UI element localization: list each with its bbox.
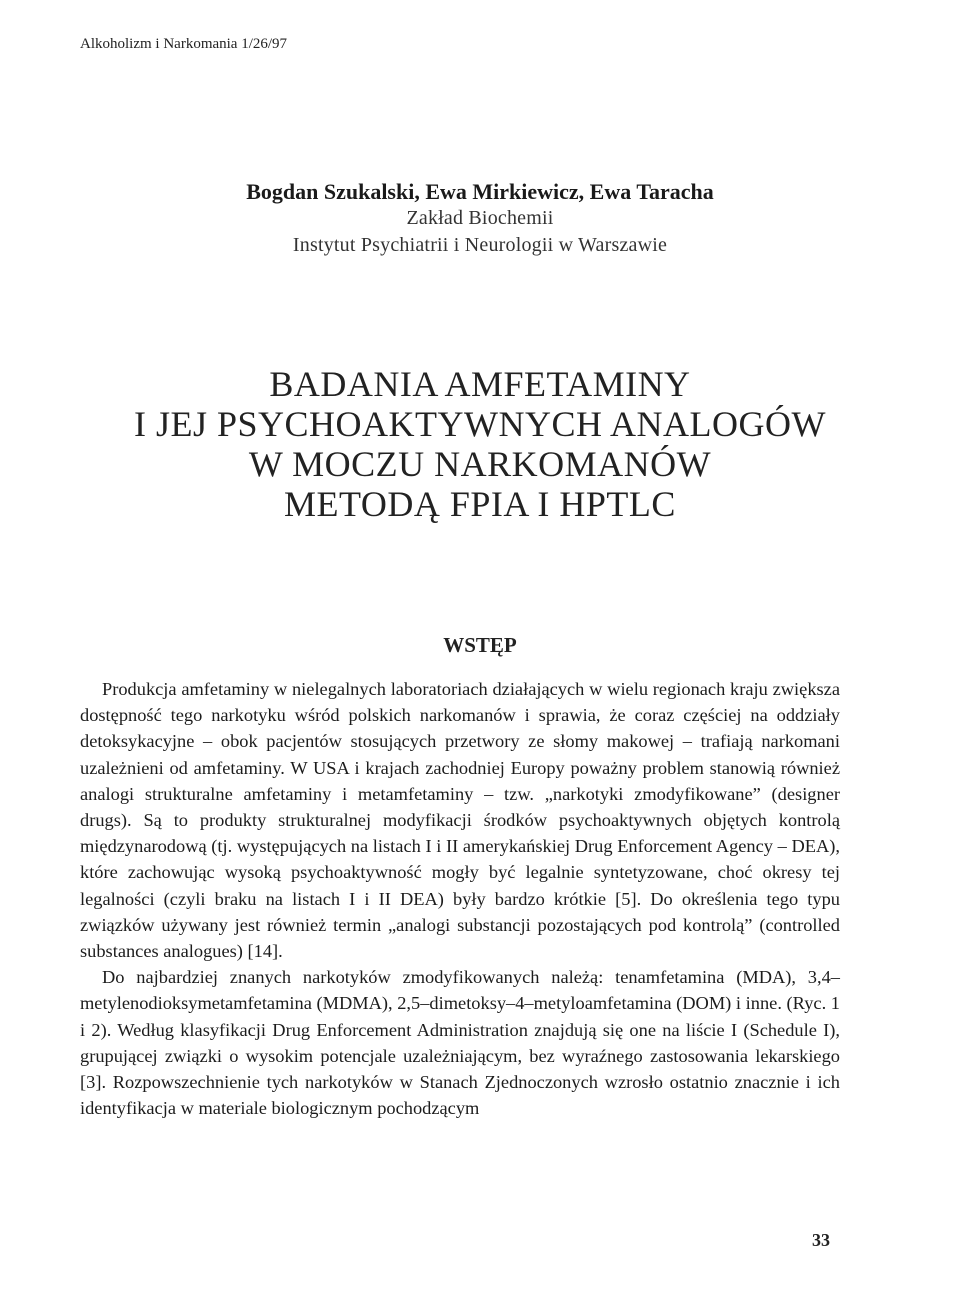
title-line-2: I JEJ PSYCHOAKTYWNYCH ANALOGÓW (134, 404, 826, 444)
page-number: 33 (812, 1230, 830, 1250)
paragraph-1: Produkcja amfetaminy w nielegalnych laboratoriach działających w wielu regionach kraju zwiększa dostępność tego narkotyku wśród polskich narkomanów i sprawia, że coraz częściej na oddziały detoksykacyjne – obok pacjentów stosujących przetwory ze słomy makowej – trafiają narkomani uzależnieni od amfetaminy. W USA i krajach zachodniej Europy poważny problem stanowią również analogi strukturalne amfetaminy i metamfetaminy – tzw. „narkotyki zmodyfikowane” (designer drugs). Są to produkty strukturalnej modyfikacji środków psychoaktywnych objętych kontrolą międzynarodową (tj. występujących na listach I i II amerykańskiej Drug Enforcement Agency – DEA), które zachowując wysoką psychoaktywność mogły być legalnie syntetyzowane, choć okresy tej legalności (czyli braku na listach I i II DEA) były bardzo krótkie [5]. Do określenia tego typu związków używany jest również termin „analogi substancji pozostających pod kontrolą” (controlled substances analogues) [14]. (80, 679, 840, 962)
institute: Instytut Psychiatrii i Neurologii w Warszawie (292, 234, 668, 256)
author-block (0, 178, 960, 259)
author-names: Bogdan Szukalski, Ewa Mirkiewicz, Ewa Taracha (246, 179, 714, 204)
title-line-3: W MOCZU NARKOMANÓW (248, 444, 712, 484)
department: Zakład Biochemii (406, 207, 554, 229)
running-header: Alkoholizm i Narkomania 1/26/97 (80, 36, 288, 52)
section-heading: WSTĘP (443, 633, 517, 657)
article-title (0, 364, 960, 524)
title-line-1: BADANIA AMFETAMINY (269, 364, 691, 404)
title-line-4: METODĄ FPIA I HPTLC (284, 484, 676, 524)
paragraph-2: Do najbardziej znanych narkotyków zmodyfikowanych należą: tenamfetamina (MDA), 3,4–metylenodioksymetamfetamina (MDMA), 2,5–dimetoksy–4–metyloamfetamina (DOM) i inne. (Ryc. 1 i 2). Według klasyfikacji Drug Enforcement Administration znajdują się one na liście I (Schedule I), grupującej związki o wysokim potencjale uzależniającym, bez wyraźnego zastosowania lekarskiego [3]. Rozpowszechnienie tych narkotyków w Stanach Zjednoczonych wzrosło ostatnio znacznie i ich identyfikacja w materiale biologicznym pochodzącym (80, 967, 840, 1119)
body-text (80, 676, 840, 1121)
